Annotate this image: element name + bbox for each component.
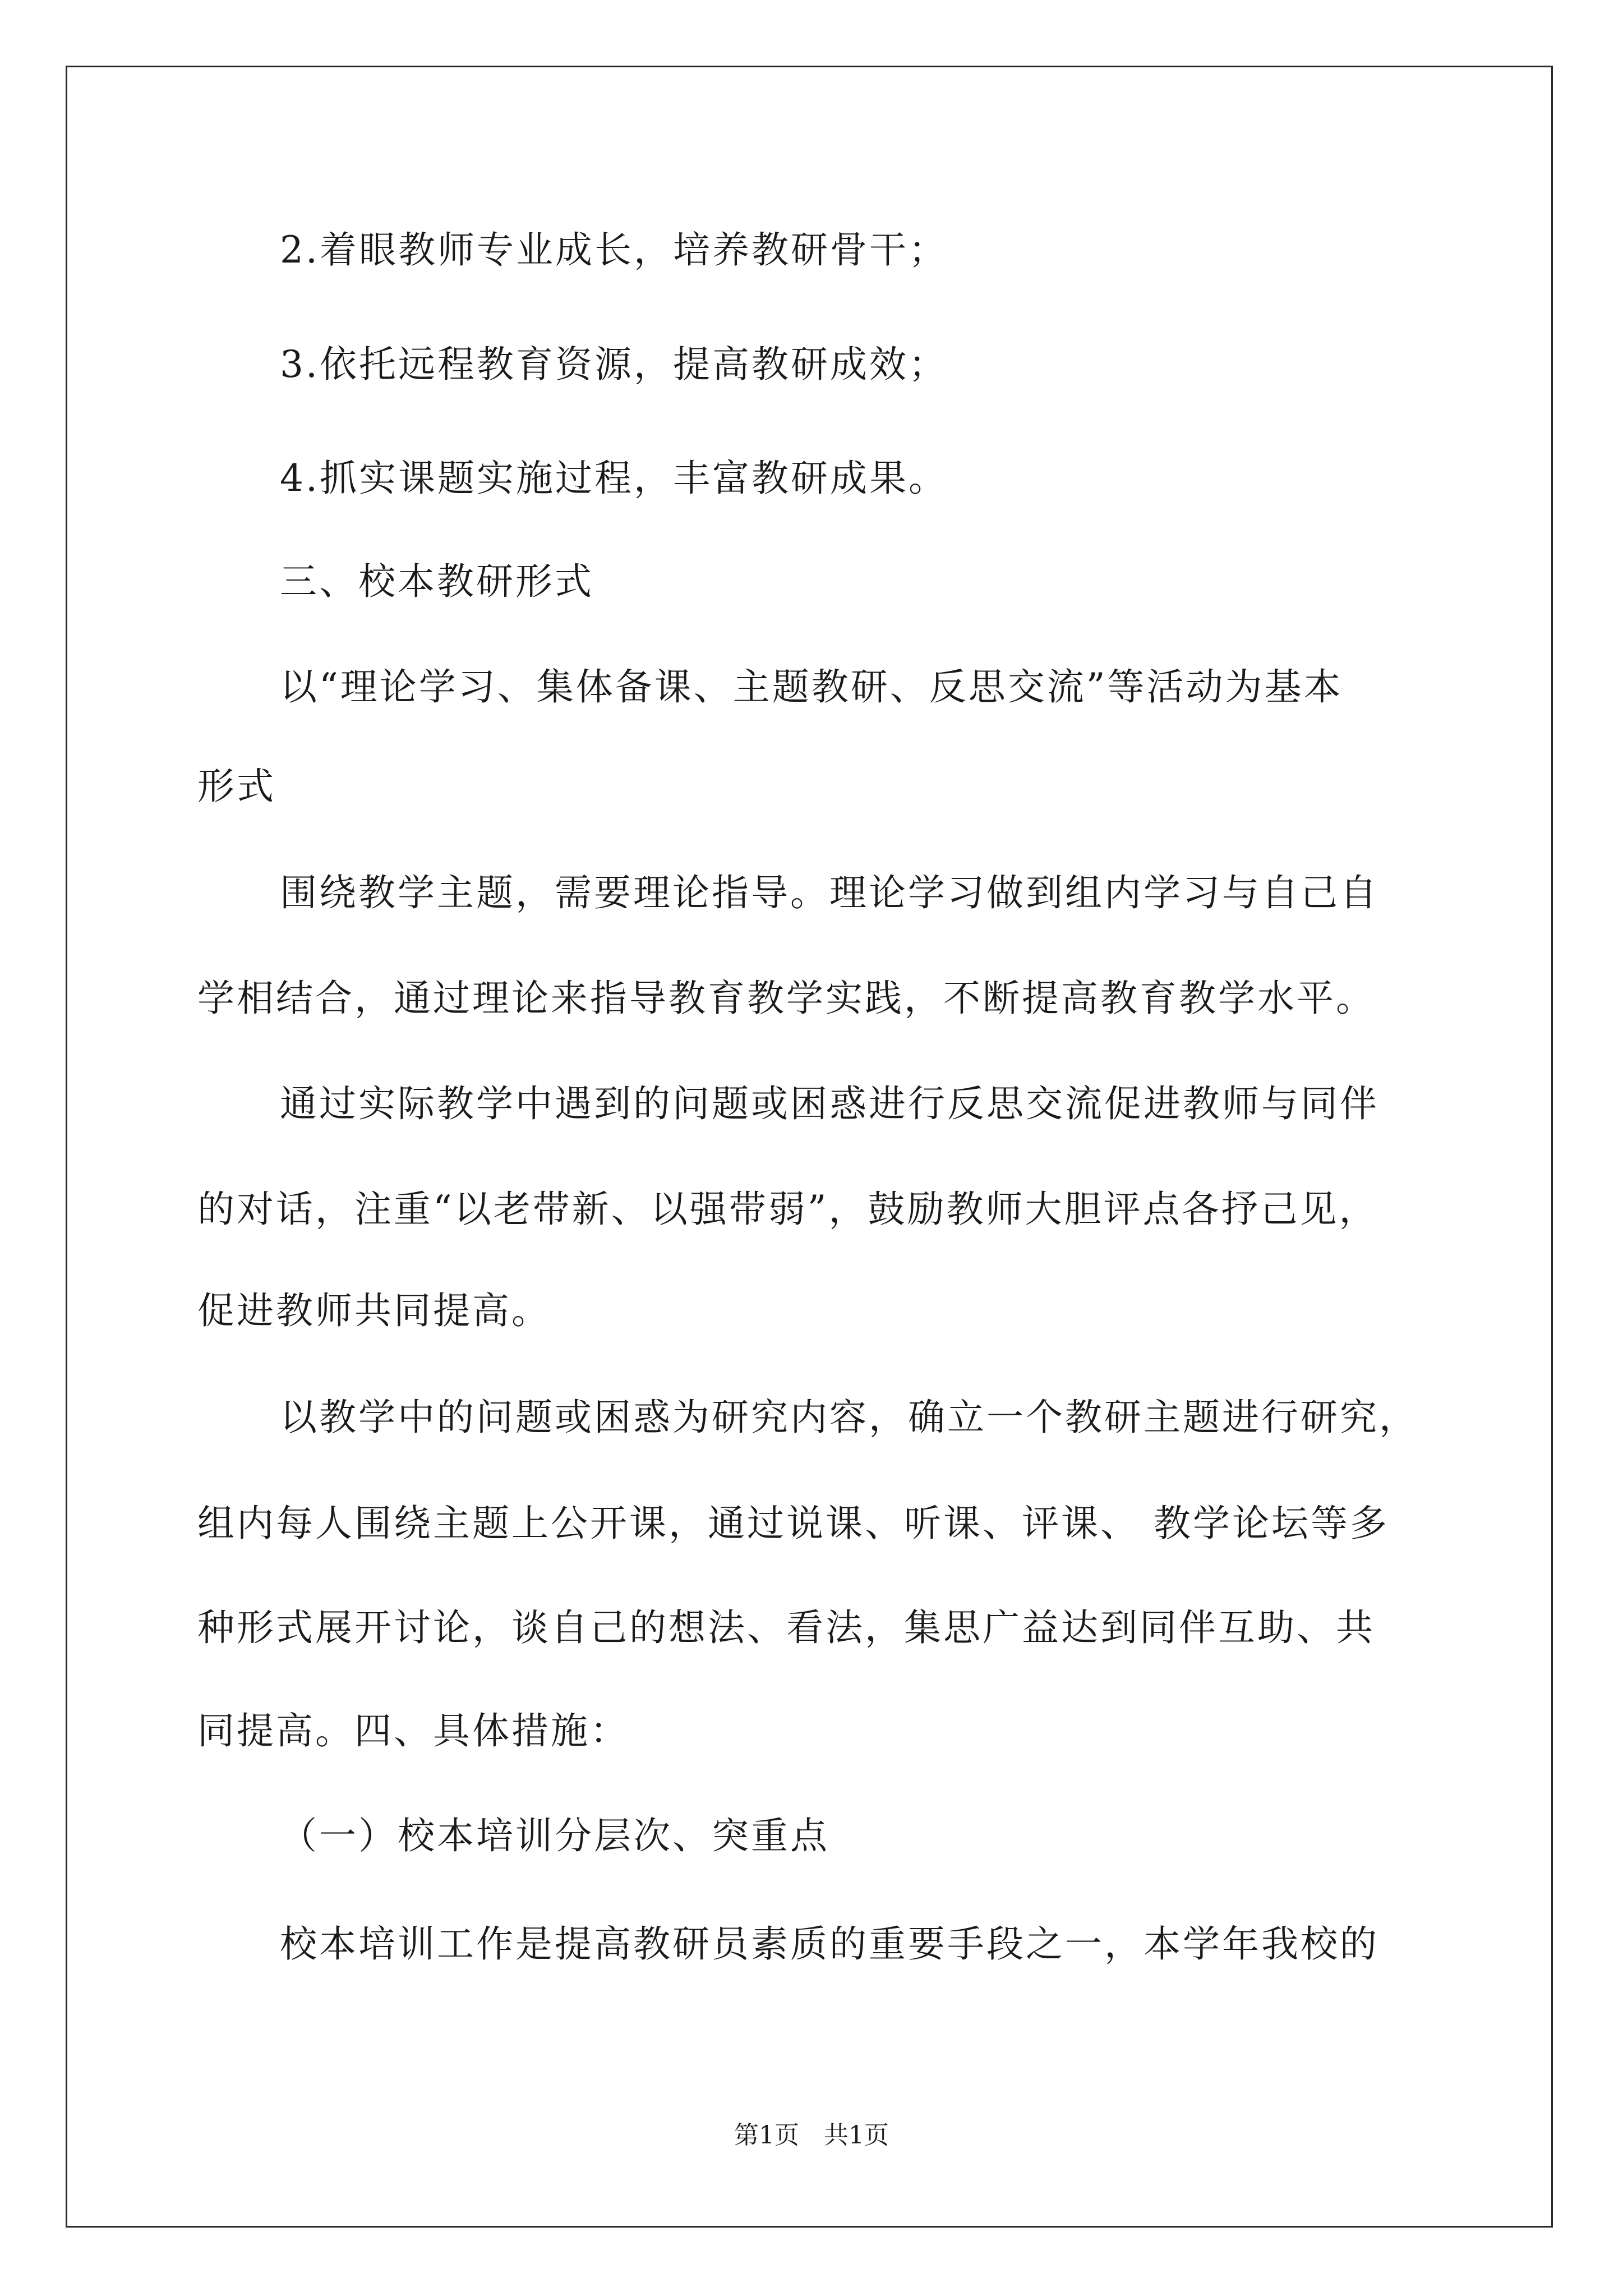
paragraph-line: 促进教师共同提高。 [197,1289,551,1332]
paragraph-line: 学相结合，通过理论来指导教育教学实践，不断提高教育教学水平。 [197,977,1375,1020]
paragraph-line: 以“理论学习、集体备课、主题教研、反思交流”等活动为基本 [280,665,1343,708]
paragraph-line: 通过实际教学中遇到的问题或困惑进行反思交流促进教师与同伴 [280,1082,1379,1125]
section-heading: 三、校本教研形式 [280,560,594,603]
paragraph-line: 围绕教学主题，需要理论指导。理论学习做到组内学习与自己自 [280,871,1379,914]
paragraph-line: 以教学中的问题或困惑为研究内容，确立一个教研主题进行研究， [280,1396,1418,1439]
paragraph-line: 的对话，注重“以老带新、以强带弱”，鼓励教师大胆评点各抒己见， [197,1188,1378,1231]
subsection-heading: （一）校本培训分层次、突重点 [280,1814,829,1857]
list-item: 3.依托远程教育资源，提高教研成效； [280,343,948,386]
paragraph-line: 组内每人围绕主题上公开课，通过说课、听课、评课、 教学论坛等多 [197,1502,1389,1545]
list-item: 2.着眼教师专业成长，培养教研骨干； [280,228,948,272]
page-border [66,66,1553,2228]
page-footer: 第1页 共1页 [734,2121,889,2150]
list-item: 4.抓实课题实施过程，丰富教研成果。 [280,457,948,500]
paragraph-line: 同提高。四、具体措施： [197,1709,629,1752]
paragraph-line: 种形式展开讨论，谈自己的想法、看法，集思广益达到同伴互助、共 [197,1606,1375,1649]
paragraph-line: 形式 [197,765,276,808]
paragraph-line: 校本培训工作是提高教研员素质的重要手段之一，本学年我校的 [280,1922,1379,1966]
